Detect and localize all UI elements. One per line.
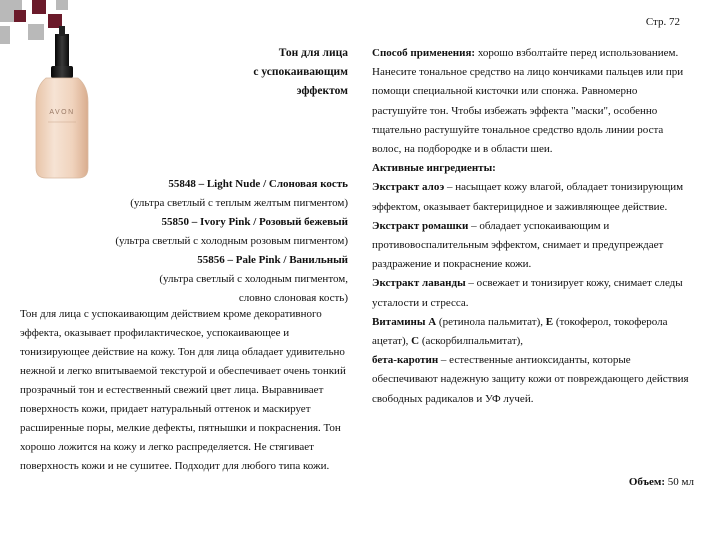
ingredients-heading: Активные ингредиенты: (372, 162, 496, 175)
product-description: Тон для лица с успокаивающим действием кроме декоративного эффекта, оказывает профилактическое, успокаивающее и тонизирующее действие на кожу. Тон для лица обладает удивительно нежной и легко впитываемой текстурой и обеспечивает очень тонкий прозрачный тон и естественный свежий цвет лица. Выравнивает поверхность кожи, придает натуральный оттенок и маскирует расширенные поры, мелкие дефекты, пятнышки и покраснения. Тон хорошо ложится на кожу и легко распределяется. Не стягивает поверхность кожи и не сушитее. Подходит для любого типа кожи. (20, 308, 346, 472)
shade-code: 55848 – Light Nude / Слоновая кость (168, 178, 348, 190)
product-title: Тон для лица с успокаивающим эффектом (253, 47, 348, 97)
shade-code: 55850 – Ivory Pink / Розовый бежевый (161, 216, 348, 228)
usage-and-ingredients (372, 44, 690, 409)
ingredient-vitamins: Витамины А (ретинола пальмитат), Е (токоферол, токоферола ацетат), С (аскорбилпальмитат), (372, 315, 668, 348)
shade-list (30, 175, 348, 308)
shade-description: (ультра светлый с холодным пигментом, (159, 273, 348, 285)
ingredient-beta-carotene: бета-каротин – естественные антиоксиданты, которые обеспечивают надежную защиту кожи от повреждающего действия свободных радикалов и УФ лучей. (372, 354, 689, 405)
ingredient-lavender: Экстракт лаванды – освежает и тонизирует кожу, снимает следы усталости и стресса. (372, 277, 683, 309)
shade-description: (ультра светлый с теплым желтым пигментом) (130, 197, 348, 209)
bottle-brand-logo: AVON (49, 109, 75, 116)
usage-paragraph: Способ применения: хорошо взболтайте перед использованием. Нанесите тональное средство на лицо кончиками пальцев или при помощи специальной кисточки или спонжа. Равномерно растушуйте тон. Чтобы избежать эффекта "маски", особенно тщательно растушуйте тональное средство вдоль линии роста волос, на подбородке и в области шеи. (372, 47, 684, 156)
product-volume: Объем: 50 мл (628, 476, 694, 488)
shade-code: 55856 – Pale Pink / Ванильный (197, 254, 348, 266)
ingredient-aloe: Экстракт алоэ – насыщает кожу влагой, обладает тонизирующим эффектом, оказывает бактерицидное и заживляющее действие. (372, 181, 684, 213)
shade-description: (ультра светлый с холодным розовым пигментом) (115, 235, 348, 247)
foundation-bottle-image (18, 22, 108, 182)
ingredient-chamomile: Экстракт ромашки – обладает успокаивающим и противовоспалительным эффектом, снимает и предупреждает раздражение и покраснение кожи. (372, 219, 664, 271)
shade-description: словно слоновая кость) (238, 292, 348, 304)
page-number: Стр. 72 (645, 16, 680, 28)
